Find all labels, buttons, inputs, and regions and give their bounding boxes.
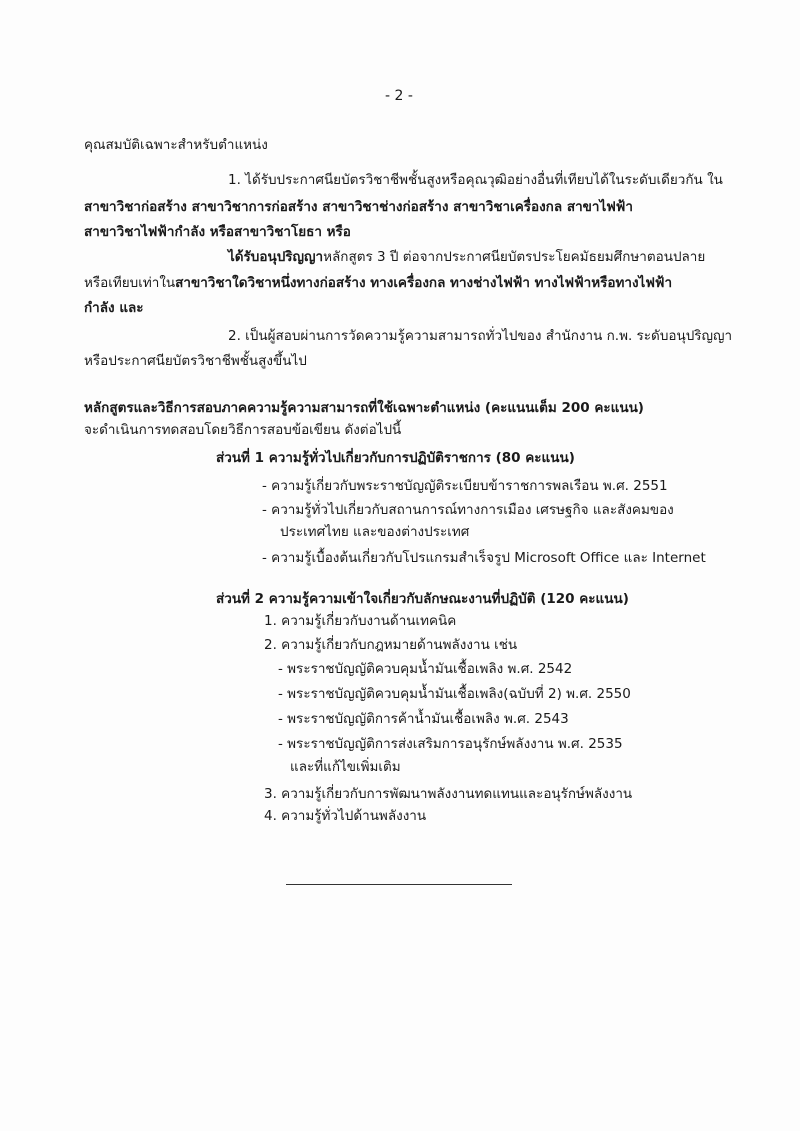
page-number: - 2 - bbox=[385, 88, 413, 104]
part-1-item-2-line-1: - ความรู้ทั่วไปเกี่ยวกับสถานการณ์ทางการเมือง เศรษฐกิจ และสังคมของ bbox=[262, 502, 674, 518]
part-2-item-2: 2. ความรู้เกี่ยวกับกฎหมายด้านพลังงาน เช่น bbox=[264, 637, 518, 653]
energy-law-3: - พระราชบัญญัติการค้าน้ำมันเชื้อเพลิง พ.ศ. 2543 bbox=[278, 711, 569, 727]
part-2-item-4: 4. ความรู้ทั่วไปด้านพลังงาน bbox=[264, 808, 427, 824]
qualification-item-1-line-1: 1. ได้รับประกาศนียบัตรวิชาชีพชั้นสูงหรือคุณวุฒิอย่างอื่นที่เทียบได้ในระดับเดียวกัน ใน bbox=[228, 172, 723, 188]
associate-degree-label: ได้รับอนุปริญญา bbox=[228, 249, 324, 265]
part-1-item-2-line-2: ประเทศไทย และของต่างประเทศ bbox=[280, 524, 470, 540]
end-divider bbox=[286, 884, 512, 885]
part-1-item-3: - ความรู้เบื้องต้นเกี่ยวกับโปรแกรมสำเร็จรูป Microsoft Office และ Internet bbox=[262, 550, 706, 566]
qualification-item-2-line-2: หรือประกาศนียบัตรวิชาชีพชั้นสูงขึ้นไป bbox=[84, 353, 307, 369]
part-2-item-3: 3. ความรู้เกี่ยวกับการพัฒนาพลังงานทดแทนและอนุรักษ์พลังงาน bbox=[264, 786, 633, 802]
qualification-item-1-line-3: สาขาวิชาไฟฟ้ากำลัง หรือสาขาวิชาโยธา หรือ bbox=[84, 224, 351, 240]
energy-law-4-line-1: - พระราชบัญญัติการส่งเสริมการอนุรักษ์พลังงาน พ.ศ. 2535 bbox=[278, 736, 623, 752]
exam-intro: จะดำเนินการทดสอบโดยวิธีการสอบข้อเขียน ดังต่อไปนี้ bbox=[84, 422, 402, 438]
energy-law-1: - พระราชบัญญัติควบคุมน้ำมันเชื้อเพลิง พ.ศ. 2542 bbox=[278, 661, 573, 677]
qualifications-heading: คุณสมบัติเฉพาะสำหรับตำแหน่ง bbox=[84, 137, 268, 153]
qualification-alternative-line-3: กำลัง และ bbox=[84, 300, 144, 316]
energy-law-4-line-2: และที่แก้ไขเพิ่มเติม bbox=[290, 759, 401, 775]
field-list: สาขาวิชาใดวิชาหนึ่งทางก่อสร้าง ทางเครื่องกล ทางช่างไฟฟ้า ทางไฟฟ้าหรือทางไฟฟ้า bbox=[175, 275, 673, 291]
energy-law-2: - พระราชบัญญัติควบคุมน้ำมันเชื้อเพลิง(ฉบับที่ 2) พ.ศ. 2550 bbox=[278, 686, 631, 702]
exam-heading: หลักสูตรและวิธีการสอบภาคความรู้ความสามารถที่ใช้เฉพาะตำแหน่ง (คะแนนเต็ม 200 คะแนน) bbox=[84, 400, 644, 416]
qualification-item-2-line-1: 2. เป็นผู้สอบผ่านการวัดความรู้ความสามารถทั่วไปของ สำนักงาน ก.พ. ระดับอนุปริญญา bbox=[228, 328, 733, 344]
qualification-alternative-line-1 bbox=[228, 247, 705, 267]
equivalent-text: หรือเทียบเท่าใน bbox=[84, 275, 176, 291]
qualification-alternative-line-2 bbox=[84, 273, 672, 293]
part-1-item-1: - ความรู้เกี่ยวกับพระราชบัญญัติระเบียบข้าราชการพลเรือน พ.ศ. 2551 bbox=[262, 478, 668, 494]
part-1-title: ส่วนที่ 1 ความรู้ทั่วไปเกี่ยวกับการปฏิบัติราชการ (80 คะแนน) bbox=[216, 450, 575, 466]
part-2-item-1: 1. ความรู้เกี่ยวกับงานด้านเทคนิค bbox=[264, 613, 457, 629]
part-2-title: ส่วนที่ 2 ความรู้ความเข้าใจเกี่ยวกับลักษณะงานที่ปฏิบัติ (120 คะแนน) bbox=[216, 591, 629, 607]
qualification-item-1-line-2: สาขาวิชาก่อสร้าง สาขาวิชาการก่อสร้าง สาขาวิชาช่างก่อสร้าง สาขาวิชาเครื่องกล สาขาไฟฟ้า bbox=[84, 199, 633, 215]
associate-degree-detail: หลักสูตร 3 ปี ต่อจากประกาศนียบัตรประโยคมัธยมศึกษาตอนปลาย bbox=[323, 249, 706, 265]
